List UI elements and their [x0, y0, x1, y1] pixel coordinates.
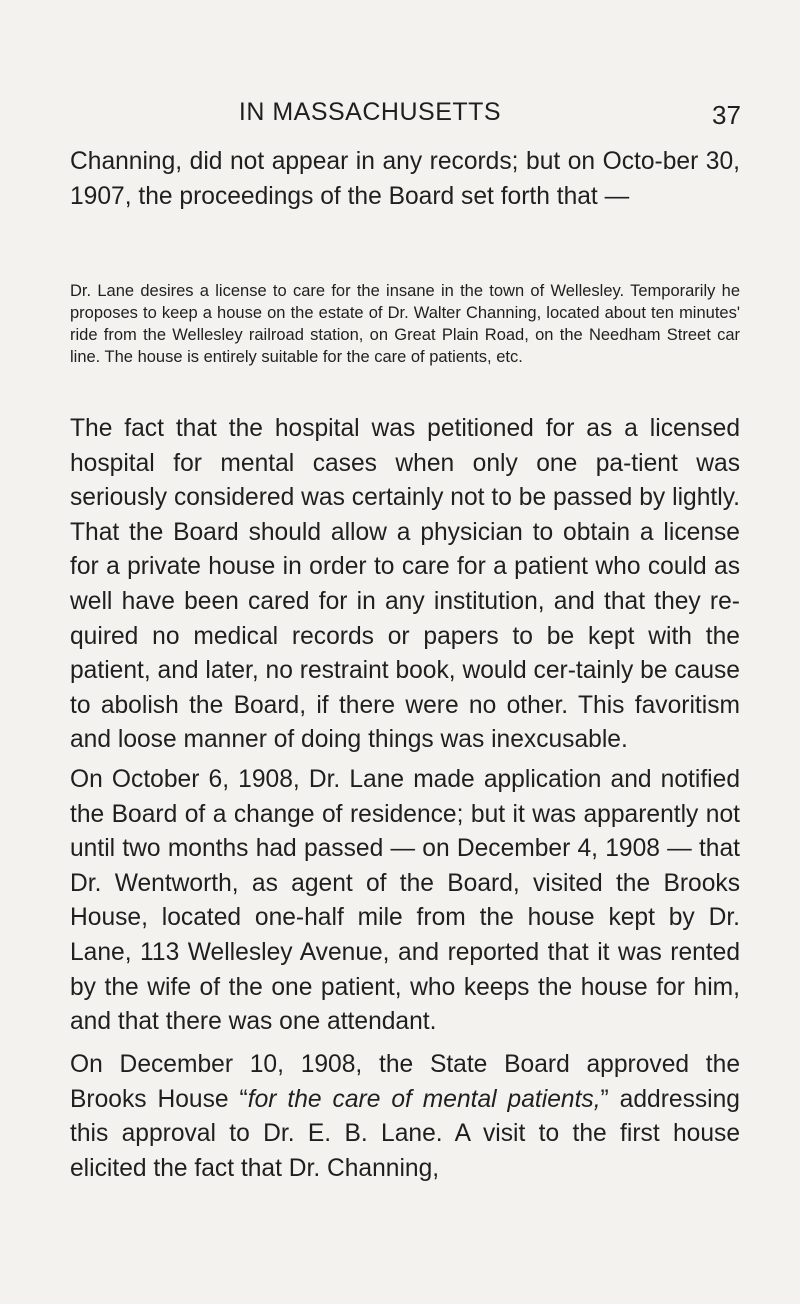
paragraph-4-text	[70, 1048, 740, 1186]
page-number: 37	[712, 100, 741, 130]
running-head	[0, 98, 800, 138]
paragraph-1	[70, 145, 740, 214]
paragraph-3	[70, 763, 740, 1040]
paragraph-4-italic-quote: for the care of mental patients,	[247, 1085, 601, 1113]
block-quote	[70, 280, 740, 368]
running-title: IN MASSACHUSETTS	[238, 98, 502, 126]
paragraph-4-start: On December 10, 1908, the State Board approved the Brooks House “	[70, 1051, 740, 1113]
block-quote-text: Dr. Lane desires a license to care for the insane in the town of Wellesley. Temporarily he proposes to keep a house on the estate of Dr. Walter Channing, located about ten minutes' ride from the Wellesley railroad station, on Great Plain Road, on the Needham Street car line. The house is entirely suitable for the care of patients, etc.	[70, 282, 740, 366]
paragraph-4	[70, 1048, 740, 1186]
paragraph-2	[70, 412, 740, 758]
paragraph-4-end: ” addressing this approval to Dr. E. B. Lane. A visit to the first house elicited the fact that Dr. Channing,	[70, 1085, 740, 1182]
paragraph-2-text: The fact that the hospital was petitioned for as a licensed hospital for mental cases when only one pa-tient was seriously considered was certainly not to be passed by lightly. That the Board should allow a physician to obtain a license for a private house in order to care for a patient who could as well have been cared for in any institution, and that they re-quired no medical records or papers to be kept with the patient, and later, no restraint book, would cer-tainly be cause to abolish the Board, if there were no other. This favoritism and loose manner of doing things was inexcusable.	[70, 415, 740, 754]
paragraph-1-text: Channing, did not appear in any records; but on Octo-ber 30, 1907, the proceedings of the Board set forth that —	[70, 148, 740, 210]
paragraph-3-text: On October 6, 1908, Dr. Lane made application and notified the Board of a change of residence; but it was apparently not until two months had passed — on December 4, 1908 — that Dr. Wentworth, as agent of the Board, visited the Brooks House, located one-half mile from the house kept by Dr. Lane, 113 Wellesley Avenue, and reported that it was rented by the wife of the one patient, who keeps the house for him, and that there was one attendant.	[70, 766, 740, 1036]
